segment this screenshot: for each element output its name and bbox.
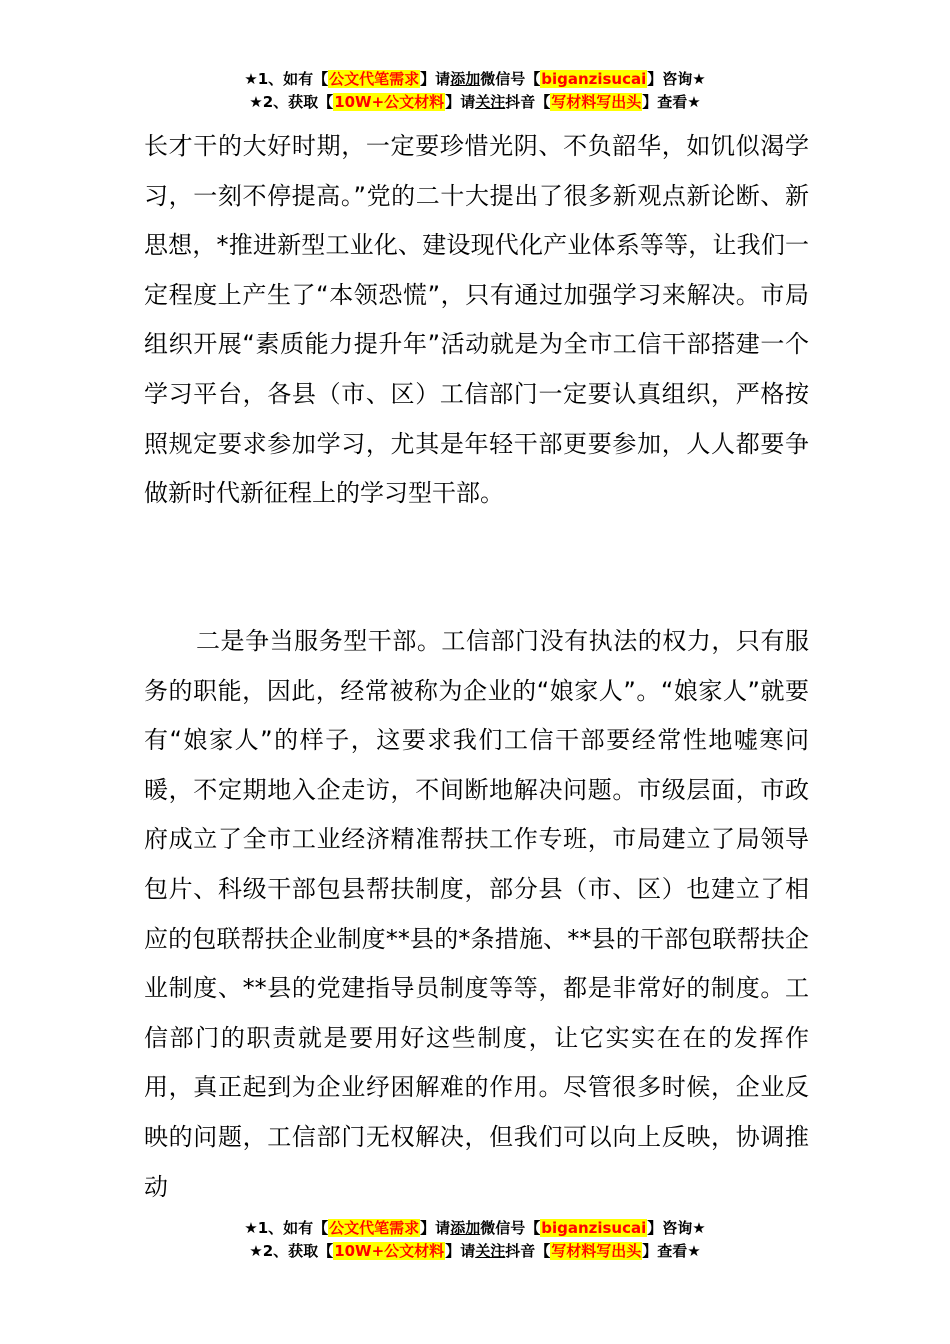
footer-line-2-suffix: 】查看★ [642, 1242, 701, 1260]
banner-line-1-mid2: 微信号【 [480, 70, 541, 88]
banner-line-2-suffix: 】查看★ [642, 93, 701, 111]
paragraph-1: 长才干的大好时期，一定要珍惜光阴、不负韶华，如饥似渴学习，一刻不停提高。”党的二十大提出了很多新观点新论断、新思想，*推进新型工业化、建设现代化产业体系等等，让我们一定程度上产生了“本领恐慌”，只有通过加强学习来解决。市局组织开展“素质能力提升年”活动就是为全市工信干部搭建一个学习平台，各县（市、区）工信部门一定要认真组织，严格按照规定要求参加学习，尤其是年轻干部更要参加，人人都要争做新时代新征程上的学习型干部。 [144, 132, 809, 508]
footer-line-2-prefix: ★2、获取【 [249, 1242, 334, 1260]
paragraph-2: 二是争当服务型干部。工信部门没有执法的权力，只有服务的职能，因此，经常被称为企业的“娘家人”。“娘家人”就要有“娘家人”的样子，这要求我们工信干部要经常性地嘘寒问暖，不定期地入企走访，不间断地解决问题。市级层面，市政府成立了全市工业经济精准帮扶工作专班，市局建立了局领导包片、科级干部包县帮扶制度，部分县（市、区）也建立了相应的包联帮扶企业制度**县的*条措施、**县的干部包联帮扶企业制度、**县的党建指导员制度等等，都是非常好的制度。工信部门的职责就是要用好这些制度，让它实实在在的发挥作用，真正起到为企业纾困解难的作用。尽管很多时候，企业反映的问题，工信部门无权解决，但我们可以向上反映，协调推动 [144, 627, 809, 1201]
footer-line-1-mid2: 微信号【 [480, 1219, 541, 1237]
footer-line-1-suffix: 】咨询★ [647, 1219, 706, 1237]
footer-highlight-writing-service: 公文代笔需求 [329, 1219, 420, 1237]
banner-highlight-wechat-id: biganzisucai [541, 70, 647, 88]
banner-highlight-writing-service: 公文代笔需求 [329, 70, 420, 88]
footer-banner [0, 1217, 950, 1263]
banner-highlight-materials: 10W+公文材料 [334, 93, 445, 111]
footer-line-1-mid: 】请 [420, 1219, 451, 1237]
footer-highlight-douyin-account: 写材料写出头 [551, 1242, 642, 1260]
footer-line-1-prefix: ★1、如有【 [244, 1219, 329, 1237]
header-banner [0, 68, 950, 114]
footer-highlight-wechat-id: biganzisucai [541, 1219, 647, 1237]
footer-line-2-mid2: 抖音【 [505, 1242, 551, 1260]
banner-line-2-mid2: 抖音【 [505, 93, 551, 111]
banner-line-1-mid: 】请 [420, 70, 451, 88]
document-body-part-2 [144, 617, 809, 1212]
banner-line-2 [0, 91, 950, 114]
banner-line-1-emphasis: 添加 [450, 70, 481, 88]
footer-highlight-materials: 10W+公文材料 [334, 1242, 445, 1260]
banner-line-1-suffix: 】咨询★ [647, 70, 706, 88]
banner-line-1-prefix: ★1、如有【 [244, 70, 329, 88]
banner-line-2-prefix: ★2、获取【 [249, 93, 334, 111]
footer-line-1-emphasis: 添加 [450, 1219, 481, 1237]
banner-line-1 [0, 68, 950, 91]
banner-highlight-douyin-account: 写材料写出头 [551, 93, 642, 111]
document-body-part-1 [144, 122, 809, 519]
footer-banner-line-1 [0, 1217, 950, 1240]
footer-line-2-emphasis: 关注 [475, 1242, 506, 1260]
footer-banner-line-2 [0, 1240, 950, 1263]
banner-line-2-emphasis: 关注 [475, 93, 506, 111]
banner-line-2-mid: 】请 [445, 93, 476, 111]
footer-line-2-mid: 】请 [445, 1242, 476, 1260]
